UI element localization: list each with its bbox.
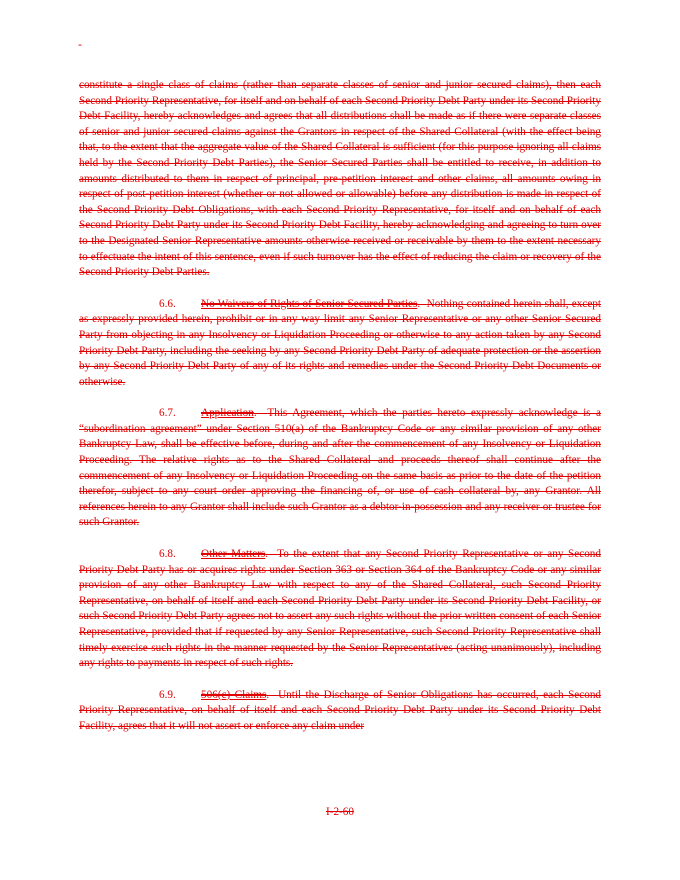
paragraph-text: constitute a single class of claims (rather than separate classes of senior and junior secured claims), then each Second Priority Representative, for itself and on behalf of each Second Priority Debt Party under its Second Priority Debt Facility, hereby acknowledges and agrees that all distributions shall be made as if there were separate classes of senior and junior secured claims against the Grantors in respect of the Shared Collateral (with the effect being that, to the extent that the aggregate value of the Shared Collateral is sufficient (for this purpose ignoring all claims held by the Second Priority Debt Parties), the Senior Secured Parties shall be entitled to receive, in addition to amounts distributed to them in respect of principal, pre-petition interest and other claims, all amounts owing in respect of post-petition interest (whether or not allowed or allowable) before any distribution is made in respect of the Second Priority Debt Obligations, with each Second Priority Representative, for itself and on behalf of each Second Priority Debt Party under its Second Priority Debt Facility, hereby acknowledging and agreeing to turn over to the Designated Senior Representative amounts otherwise received or receivable by them to the extent necessary to effectuate the intent of this sentence, even if such turnover has the effect of reducing the claim or recovery of the Second Priority Debt Parties.	[79, 79, 601, 279]
section-number: 6.8.	[159, 548, 176, 561]
section-6-8: 6.8. Other Matters. To the extent that any Second Priority Representative or any Second Priority Debt Party has or acquires rights under Section 363 or Section 364 of the Bankruptcy Code or any similar provision of any other Bankruptcy Law with respect to any of the Shared Collateral, such Second Priority Representative, on behalf of itself and each Second Priority Debt Party under its Second Priority Debt Facility, or such Second Priority Debt Party agrees not to assert any such rights without the prior written consent of each Senior Representative, provided that if requested by any Senior Representative, such Second Priority Representative shall timely exercise such rights in the manner requested by the Senior Representatives (acting unanimously), including any rights to payments in respect of such rights.	[79, 548, 601, 670]
section-number: 6.7.	[159, 407, 176, 420]
section-text: To the extent that any Second Priority Representative or any Second Priority Debt Party has or acquires rights under Section 363 or Section 364 of the Bankruptcy Code or any similar provision of any other Bankruptcy Law with respect to any of the Shared Collateral, such Second Priority Representative, on behalf of itself and each Second Priority Debt Party under its Second Priority Debt Facility, or such Second Priority Debt Party agrees not to assert any such rights without the prior written consent of each Senior Representative, provided that if requested by any Senior Representative, such Second Priority Representative shall timely exercise such rights in the manner requested by the Senior Representatives (acting unanimously), including any rights to payments in respect of such rights.	[79, 548, 601, 670]
section-title: Application	[201, 407, 254, 420]
section-text: This Agreement, which the parties hereto expressly acknowledge is a “subordination agreement” under Section 510(a) of the Bankruptcy Code or any similar provision of any other Bankruptcy Law, shall be effective before, during and after the commencement of any Insolvency or Liquidation Proceeding. The relative rights as to the Shared Collateral and proceeds thereof shall continue after the commencement of any Insolvency or Liquidation Proceeding on the same basis as prior to the date of the petition therefor, subject to any court order approving the financing of, or use of cash collateral by, any Grantor. All references herein to any Grantor shall include such Grantor as a debtor-in-possession and any receiver or trustee for such Grantor.	[79, 407, 601, 529]
section-6-6: 6.6. No Waivers of Rights of Senior Secured Parties. Nothing contained herein shall, except as expressly provided herein, prohibit or in any way limit any Senior Representative or any other Senior Secured Party from objecting in any Insolvency or Liquidation Proceeding or otherwise to any action taken by any Second Priority Debt Party, including the seeking by any Second Priority Debt Party of adequate protection or the assertion by any Second Priority Debt Party of any of its rights and remedies under the Second Priority Debt Documents or otherwise.	[79, 297, 601, 388]
section-6-9: 6.9. 506(c) Claims. Until the Discharge of Senior Obligations has occurred, each Second Priority Representative, on behalf of itself and each Second Priority Debt Party under its Second Priority Debt Facility, agrees that it will not assert or enforce any claim under	[79, 688, 602, 732]
section-title: No Waivers of Rights of Senior Secured Parties	[201, 297, 418, 310]
header-mark: -	[78, 37, 82, 51]
section-title: Other Matters	[201, 548, 266, 561]
document-body	[79, 78, 601, 751]
section-title: 506(c) Claims	[201, 688, 267, 701]
page-number: I-2-60	[326, 806, 354, 818]
section-number: 6.9.	[159, 688, 176, 701]
section-text: Until the Discharge of Senior Obligations has occurred, each Second Priority Representative, on behalf of itself and each Second Priority Debt Party under its Second Priority Debt Facility, agrees that it will not assert or enforce any claim under	[79, 688, 602, 732]
paragraph-continuation	[79, 78, 601, 281]
section-6-7: 6.7. Application. This Agreement, which the parties hereto expressly acknowledge is a “subordination agreement” under Section 510(a) of the Bankruptcy Code or any similar provision of any other Bankruptcy Law, shall be effective before, during and after the commencement of any Insolvency or Liquidation Proceeding. The relative rights as to the Shared Collateral and proceeds thereof shall continue after the commencement of any Insolvency or Liquidation Proceeding on the same basis as prior to the date of the petition therefor, subject to any court order approving the financing of, or use of cash collateral by, any Grantor. All references herein to any Grantor shall include such Grantor as a debtor-in-possession and any receiver or trustee for such Grantor.	[79, 407, 601, 529]
section-number: 6.6.	[159, 297, 176, 310]
section-text: Nothing contained herein shall, except as expressly provided herein, prohibit or in any way limit any Senior Representative or any other Senior Secured Party from objecting in any Insolvency or Liquidation Proceeding or otherwise to any action taken by any Second Priority Debt Party, including the seeking by any Second Priority Debt Party of adequate protection or the assertion by any Second Priority Debt Party of any of its rights and remedies under the Second Priority Debt Documents or otherwise.	[79, 297, 601, 388]
